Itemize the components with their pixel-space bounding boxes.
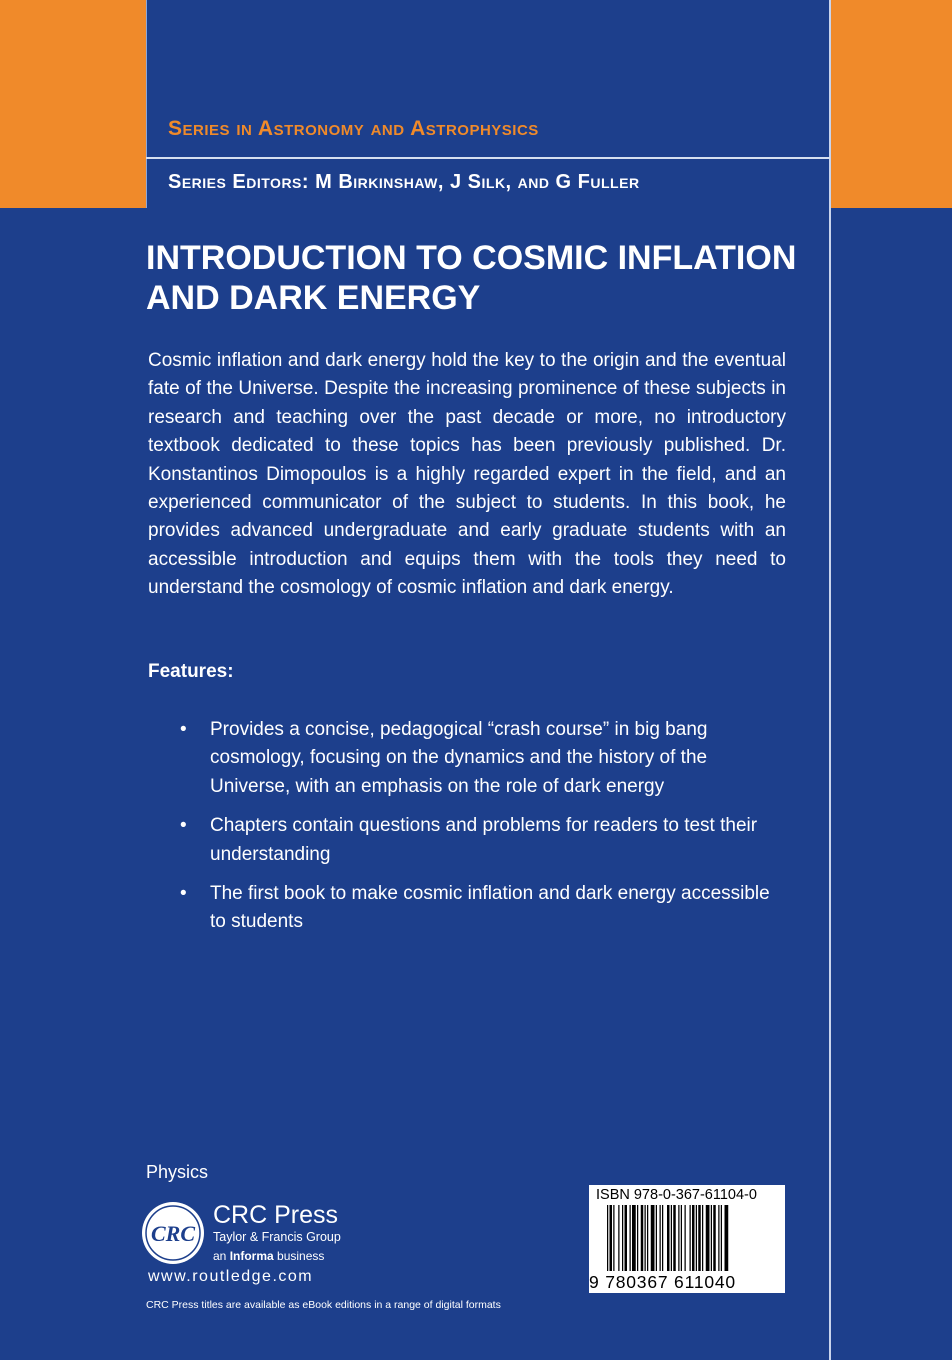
barcode-bar: [660, 1205, 661, 1271]
subject-label: Physics: [146, 1162, 209, 1182]
barcode-bar: [647, 1205, 648, 1271]
barcode-bar: [662, 1205, 663, 1271]
barcode-bar: [711, 1205, 712, 1271]
barcode-bar: [641, 1205, 644, 1271]
barcode-bar: [651, 1205, 655, 1271]
orange-band-left: [0, 0, 146, 208]
orange-band-right: [830, 0, 952, 208]
barcode-bar: [630, 1205, 631, 1271]
isbn-label: ISBN 978-0-367-61104-0: [596, 1187, 757, 1203]
feature-text: Chapters contain questions and problems for readers to test their understanding: [210, 815, 758, 865]
feature-item: [180, 812, 780, 869]
feature-text: The first book to make cosmic inflation and dark energy accessible to students: [210, 883, 770, 933]
bullet-icon: •: [180, 883, 187, 905]
barcode-bar: [610, 1205, 613, 1271]
book-description: Cosmic inflation and dark energy hold the key to the origin and the eventual fate of the Universe. Despite the increasing prominence of these subjects in research and teaching over the past decade or more, no introductory textbook dedicated to these topics has been previously published. Dr. Konstantinos Dimopoulos is a highly regarded expert in the field, and an experienced communicator of the subject to students. In this book, he provides advanced undergraduate and early graduate students with an accessible introduction and equips them with the tools they need to understand the cosmology of cosmic inflation and dark energy.: [148, 350, 786, 599]
barcode-bar: [721, 1205, 722, 1271]
features-heading: Features:: [148, 661, 234, 682]
barcode-bar: [656, 1205, 657, 1271]
divider-right: [829, 0, 831, 1360]
barcode-bar: [645, 1205, 646, 1271]
business-suffix: business: [273, 1249, 325, 1263]
feature-item: [180, 880, 780, 937]
barcode-bar: [702, 1205, 703, 1271]
barcode-block: [589, 1185, 785, 1293]
feature-item: [180, 716, 780, 801]
barcode-bar: [607, 1205, 608, 1271]
logo-text: CRC: [150, 1221, 196, 1246]
barcode-bar: [671, 1205, 672, 1271]
publisher-business: [213, 1249, 324, 1263]
barcode-bar: [718, 1205, 719, 1271]
ebook-note: CRC Press titles are available as eBook editions in a range of digital formats: [146, 1299, 501, 1311]
barcode-bar: [706, 1205, 710, 1271]
barcode-bar: [618, 1205, 619, 1271]
series-editors: Series Editors: M Birkinshaw, J Silk, and G Fuller: [168, 171, 640, 193]
barcode-bar: [692, 1205, 695, 1271]
crc-logo-icon: [140, 1200, 206, 1266]
barcode-bar: [696, 1205, 697, 1271]
barcode-bar: [690, 1205, 691, 1271]
barcode-bar: [678, 1205, 679, 1271]
business-brand: Informa: [229, 1249, 274, 1263]
series-divider: [146, 157, 830, 159]
feature-text: Provides a concise, pedagogical “crash course” in big bang cosmology, focusing on the dynamics and the history of the Universe, with an emphasis on the role of dark energy: [210, 719, 708, 797]
barcode-bar: [637, 1205, 638, 1271]
barcode-bar: [685, 1205, 686, 1271]
bullet-icon: •: [180, 719, 187, 740]
barcode-bar: [622, 1205, 623, 1271]
business-prefix: an: [213, 1249, 230, 1263]
barcode-bar: [632, 1205, 636, 1271]
barcode-digits: 9 780367 611040: [589, 1272, 736, 1292]
divider-left: [146, 0, 147, 208]
barcode-icon: [589, 1205, 785, 1273]
barcode-bar: [673, 1205, 676, 1271]
barcode-bar: [725, 1205, 729, 1271]
publisher-name: CRC Press: [213, 1201, 339, 1229]
barcode-bar: [667, 1205, 670, 1271]
features-list: [180, 716, 780, 948]
barcode-bar: [681, 1205, 682, 1271]
series-title: Series in Astronomy and Astrophysics: [168, 117, 539, 140]
book-title: INTRODUCTION TO COSMIC INFLATION AND DARK ENERGY: [146, 239, 797, 317]
bullet-icon: •: [180, 815, 187, 837]
publisher-group: Taylor & Francis Group: [213, 1230, 341, 1244]
barcode-bar: [713, 1205, 716, 1271]
barcode-bar: [698, 1205, 701, 1271]
barcode-bar: [625, 1205, 628, 1271]
barcode-bar: [613, 1205, 614, 1271]
publisher-url[interactable]: www.routledge.com: [148, 1268, 314, 1285]
